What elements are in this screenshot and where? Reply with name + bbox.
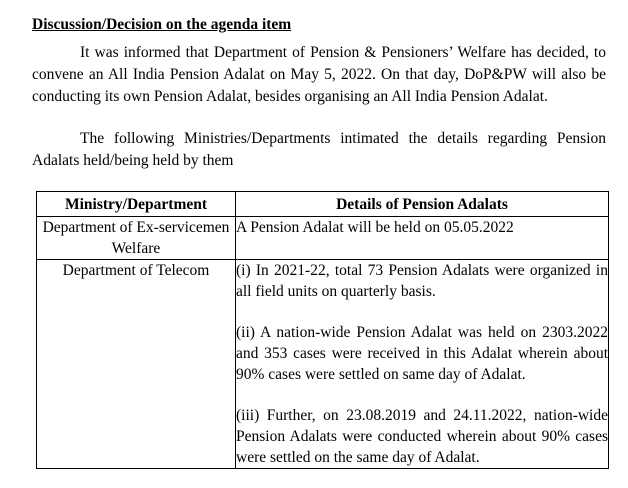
table-row: [37, 217, 609, 260]
details-paragraph: (iii) Further, on 23.08.2019 and 24.11.2022, nation-wide Pension Adalats were conducted wherein about 90% cases were settled on the same day of Adalat.: [236, 407, 608, 466]
paragraph-ministries-intro: The following Ministries/Departments intimated the details regarding Pension Adalats held/being held by them: [32, 130, 606, 169]
ministry-cell: Department of Ex-servicemen Welfare: [37, 217, 236, 260]
details-paragraph: A Pension Adalat will be held on 05.05.2022: [236, 219, 514, 236]
section-heading: Discussion/Decision on the agenda item: [32, 16, 292, 33]
paragraph-pension-adalat-announcement: It was informed that Department of Pension & Pensioners’ Welfare has decided, to convene an All India Pension Adalat on May 5, 2022. On that day, DoP&PW will also be conducting its own Pension Adalat, besides organising an All India Pension Adalat.: [32, 44, 606, 105]
pension-adalat-table: [36, 191, 609, 469]
table-row: [37, 260, 609, 469]
details-cell: [236, 260, 609, 469]
ministry-cell: Department of Telecom: [37, 260, 236, 469]
column-header-ministry: Ministry/Department: [37, 192, 236, 217]
column-header-details: Details of Pension Adalats: [236, 192, 609, 217]
details-paragraph: (ii) A nation-wide Pension Adalat was held on 2303.2022 and 353 cases were received in this Adalat wherein about 90% cases were settled on same day of Adalat.: [236, 324, 608, 383]
table-header-row: [37, 192, 609, 217]
details-paragraph: (i) In 2021-22, total 73 Pension Adalats were organized in all field units on quarterly basis.: [236, 262, 608, 300]
details-cell: [236, 217, 609, 260]
